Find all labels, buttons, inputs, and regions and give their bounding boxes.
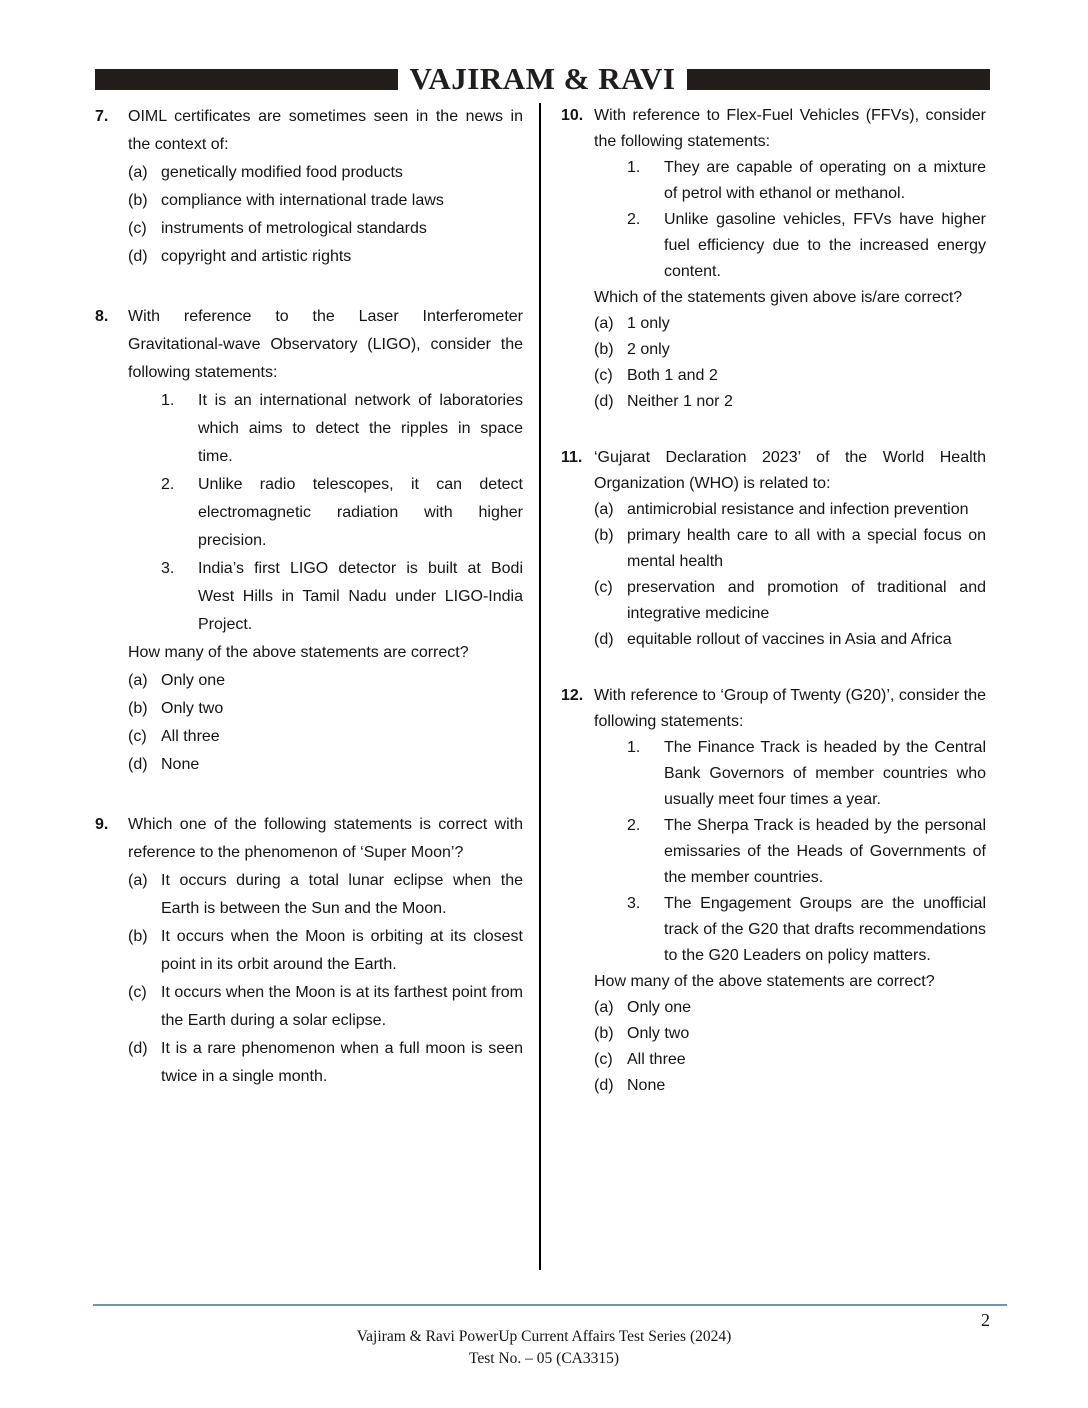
option-text: instruments of metrological standards	[161, 220, 427, 237]
option-d	[594, 1073, 986, 1099]
option-label: (c)	[128, 220, 147, 237]
option-label: (d)	[128, 1040, 148, 1057]
option-text: antimicrobial resistance and infection prevention	[627, 501, 969, 518]
question-intro: OIML certificates are sometimes seen in the news in the context of:	[128, 108, 523, 153]
option-label: (b)	[128, 700, 148, 717]
statement-2	[594, 207, 986, 285]
option-label: (a)	[128, 672, 148, 689]
option-c	[594, 575, 986, 627]
brand-title: VAJIRAM & RAVI	[409, 61, 676, 96]
option-a	[594, 995, 986, 1021]
question-intro: ‘Gujarat Declaration 2023’ of the World Health Organization (WHO) is related to:	[594, 449, 986, 492]
statement-text: They are capable of operating on a mixture of petrol with ethanol or methanol.	[664, 159, 986, 202]
option-text: 2 only	[627, 341, 670, 358]
footer-series-title: Vajiram & Ravi PowerUp Current Affairs Test Series (2024)	[356, 1328, 732, 1345]
question-stem: Which of the statements given above is/are correct?	[594, 289, 963, 306]
question-number: 8.	[95, 308, 109, 325]
statement-2	[128, 471, 523, 555]
option-d	[128, 751, 523, 779]
statement-number: 3.	[161, 560, 175, 577]
option-text: It occurs when the Moon is orbiting at its closest point in its orbit around the Earth.	[161, 928, 523, 973]
statement-text: The Finance Track is headed by the Central Bank Governors of member countries who usually meet four times a year.	[664, 739, 986, 808]
statement-text: It is an international network of laboratories which aims to detect the ripples in space time.	[198, 392, 523, 465]
question-body	[128, 811, 523, 1091]
statement-number: 1.	[627, 159, 641, 176]
option-label: (b)	[594, 527, 614, 544]
option-d	[128, 1035, 523, 1091]
option-text: compliance with international trade laws	[161, 192, 444, 209]
option-b	[128, 923, 523, 979]
option-text: copyright and artistic rights	[161, 248, 352, 265]
question-intro: With reference to the Laser Interferometer Gravitational-wave Observatory (LIGO), consider the following statements:	[128, 308, 523, 381]
question-number: 11.	[561, 449, 583, 466]
option-text: Only two	[627, 1025, 690, 1042]
statement-number: 2.	[627, 211, 641, 228]
question-7	[95, 103, 523, 271]
option-c	[594, 1047, 986, 1073]
option-label: (a)	[128, 872, 148, 889]
question-number: 7.	[95, 108, 109, 125]
question-body	[128, 303, 523, 779]
statement-text: The Sherpa Track is headed by the personal emissaries of the Heads of Governments of the member countries.	[664, 817, 986, 886]
option-label: (d)	[594, 393, 614, 410]
option-label: (c)	[128, 728, 147, 745]
option-text: Both 1 and 2	[627, 367, 718, 384]
question-number: 10.	[561, 107, 584, 124]
statement-text: Unlike gasoline vehicles, FFVs have higher fuel efficiency due to the increased energy content.	[664, 211, 986, 280]
option-text: equitable rollout of vaccines in Asia and Africa	[627, 631, 952, 648]
option-text: Only two	[161, 700, 224, 717]
question-body	[128, 103, 523, 271]
option-label: (d)	[128, 248, 148, 265]
option-label: (c)	[594, 579, 613, 596]
question-12	[561, 683, 986, 1099]
left-column	[95, 103, 523, 1270]
header-bar-right	[687, 69, 990, 90]
column-divider	[539, 103, 541, 1270]
option-label: (c)	[128, 984, 147, 1001]
option-text: genetically modified food products	[161, 164, 403, 181]
question-body	[594, 445, 986, 653]
option-b	[128, 695, 523, 723]
header-bar-left	[95, 69, 398, 90]
statement-number: 1.	[161, 392, 175, 409]
question-number: 9.	[95, 816, 109, 833]
statement-number: 3.	[627, 895, 641, 912]
option-d	[128, 243, 523, 271]
option-a	[128, 867, 523, 923]
option-b	[594, 1021, 986, 1047]
option-text: None	[627, 1077, 666, 1094]
option-text: It is a rare phenomenon when a full moon is seen twice in a single month.	[161, 1040, 523, 1085]
option-c	[128, 979, 523, 1035]
option-a	[128, 159, 523, 187]
option-label: (b)	[128, 928, 148, 945]
statement-text: India’s first LIGO detector is built at Bodi West Hills in Tamil Nadu under LIGO-India Project.	[198, 560, 523, 633]
statement-number: 2.	[161, 476, 175, 493]
option-d	[594, 389, 986, 415]
option-text: All three	[627, 1051, 686, 1068]
option-c	[128, 215, 523, 243]
statement-1	[594, 155, 986, 207]
option-label: (c)	[594, 367, 613, 384]
option-text: primary health care to all with a special focus on mental health	[627, 527, 986, 570]
question-intro: Which one of the following statements is correct with reference to the phenomenon of ‘Super Moon’?	[128, 816, 523, 861]
question-stem: How many of the above statements are correct?	[594, 973, 935, 990]
questions-content	[95, 103, 990, 1270]
option-label: (a)	[594, 501, 614, 518]
page-header	[95, 61, 990, 97]
option-text: Only one	[627, 999, 692, 1016]
question-stem: How many of the above statements are correct?	[128, 644, 469, 661]
question-body	[594, 103, 986, 415]
question-intro: With reference to Flex-Fuel Vehicles (FFVs), consider the following statements:	[594, 107, 986, 150]
question-8	[95, 303, 523, 779]
option-a	[128, 667, 523, 695]
option-b	[128, 187, 523, 215]
option-label: (d)	[594, 1077, 614, 1094]
option-a	[594, 497, 986, 523]
option-label: (b)	[128, 192, 148, 209]
option-c	[128, 723, 523, 751]
question-intro: With reference to ‘Group of Twenty (G20)’, consider the following statements:	[594, 687, 986, 730]
statement-number: 1.	[627, 739, 641, 756]
option-label: (d)	[594, 631, 614, 648]
statement-2	[594, 813, 986, 891]
option-a	[594, 311, 986, 337]
footer-test-number: Test No. – 05 (CA3315)	[468, 1350, 620, 1367]
statement-3	[594, 891, 986, 969]
option-text: It occurs during a total lunar eclipse when the Earth is between the Sun and the Moon.	[161, 872, 523, 917]
option-text: Neither 1 nor 2	[627, 393, 733, 410]
question-10	[561, 103, 986, 415]
option-c	[594, 363, 986, 389]
right-column	[561, 103, 986, 1270]
option-label: (a)	[594, 999, 614, 1016]
statement-text: Unlike radio telescopes, it can detect electromagnetic radiation with higher precision.	[198, 476, 523, 549]
option-d	[594, 627, 986, 653]
option-label: (a)	[128, 164, 148, 181]
statement-3	[128, 555, 523, 639]
option-label: (d)	[128, 756, 148, 773]
option-text: 1 only	[627, 315, 670, 332]
footer	[0, 1326, 1088, 1370]
footer-divider	[93, 1304, 1007, 1306]
page-number: 2	[981, 1310, 990, 1330]
statement-1	[128, 387, 523, 471]
statement-number: 2.	[627, 817, 641, 834]
option-text: preservation and promotion of traditional and integrative medicine	[627, 579, 986, 622]
option-label: (c)	[594, 1051, 613, 1068]
question-11	[561, 445, 986, 653]
statement-text: The Engagement Groups are the unofficial track of the G20 that drafts recommendations to the G20 Leaders on policy matters.	[664, 895, 986, 964]
statement-1	[594, 735, 986, 813]
option-label: (a)	[594, 315, 614, 332]
option-text: None	[161, 756, 200, 773]
option-label: (b)	[594, 1025, 614, 1042]
question-number: 12.	[561, 687, 584, 704]
option-text: Only one	[161, 672, 226, 689]
option-label: (b)	[594, 341, 614, 358]
option-b	[594, 337, 986, 363]
question-body	[594, 683, 986, 1099]
option-text: It occurs when the Moon is at its farthest point from the Earth during a solar eclipse.	[161, 984, 523, 1029]
option-b	[594, 523, 986, 575]
option-text: All three	[161, 728, 220, 745]
question-9	[95, 811, 523, 1091]
